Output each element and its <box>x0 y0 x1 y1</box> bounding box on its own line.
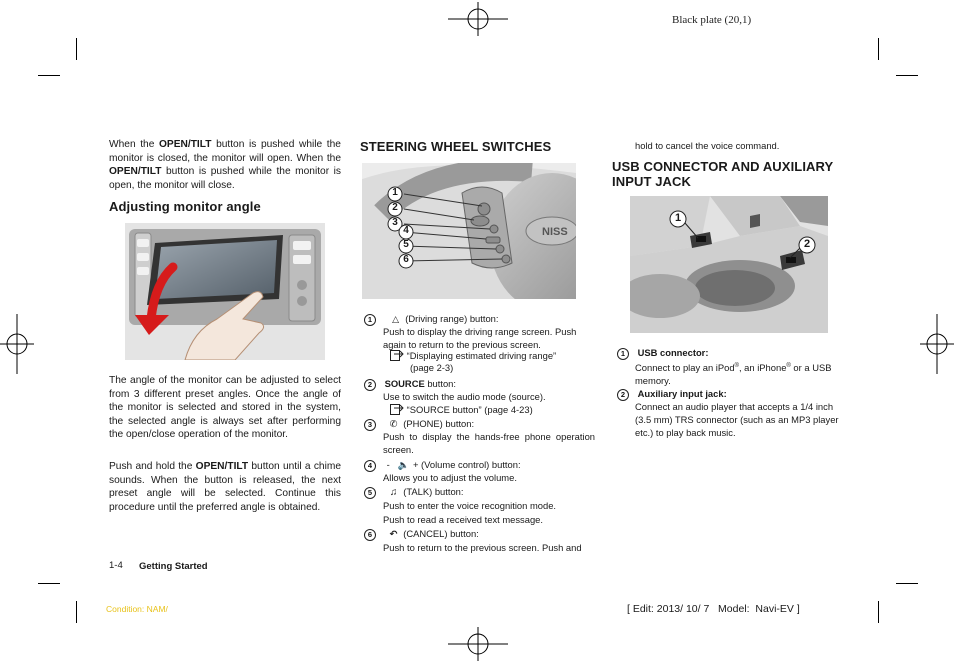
reference-icon <box>390 350 404 361</box>
page-number: 1-4 <box>109 560 123 571</box>
usb-item: 1 USB connector: <box>617 346 847 360</box>
switch-item-1: 1 △ (Driving range) button: <box>364 312 594 326</box>
registration-mark-bottom <box>446 627 510 661</box>
callout-5: 5 <box>403 239 409 250</box>
svg-text:NISS: NISS <box>542 226 568 238</box>
cancel-back-icon: ↶ <box>389 528 398 539</box>
switch-item-2-ref: “SOURCE button” (page 4-23) <box>390 403 533 416</box>
switch-item-6-desc: Push to return to the previous screen. Push and <box>383 542 582 553</box>
section-name: Getting Started <box>139 561 208 572</box>
switch-item-4-desc: Allows you to adjust the volume. <box>383 472 517 483</box>
phone-icon: ✆ <box>389 418 398 429</box>
registration-mark-left <box>0 312 34 376</box>
switch-item-1-ref: “Displaying estimated driving range” <box>390 349 590 362</box>
intro-paragraph: When the OPEN/TILT button is pushed while the monitor is closed, the monitor will open. When the OPEN/TILT button is pushed while the monitor is open, the monitor will close. <box>109 139 341 191</box>
section-heading-steering-switches: STEERING WHEEL SWITCHES <box>360 139 552 154</box>
callout-2: 2 <box>392 202 398 213</box>
callout-4: 4 <box>403 225 409 236</box>
switch-item-5: 5 ♫ (TALK) button: <box>364 485 594 499</box>
volume-icon: 🔈 <box>397 459 410 470</box>
edit-info: [ Edit: 2013/ 10/ 7 Model: Navi-EV ] <box>627 603 800 615</box>
plate-label: Black plate (20,1) <box>672 14 752 26</box>
switch-item-5-desc-2: Push to read a received text message. <box>383 514 543 525</box>
push-hold-paragraph: Push and hold the OPEN/TILT button until a chime sounds. When the button is released, the next preset angle will be selected. Continue this procedure until the preferred angle is obtained. <box>109 461 341 513</box>
monitor-angle-illustration <box>125 223 325 360</box>
section-heading-usb: USB CONNECTOR AND AUXILIARY INPUT JACK <box>612 159 834 189</box>
callout-usb-1: 1 <box>674 212 682 224</box>
usb-aux-illustration <box>630 196 828 333</box>
switch-item-2-desc: Use to switch the audio mode (source). <box>383 391 546 402</box>
callout-aux-2: 2 <box>803 238 811 250</box>
steering-wheel-illustration <box>362 163 576 299</box>
switch-item-1-ref-page: (page 2-3) <box>410 362 454 373</box>
item-number: 1 <box>364 314 376 326</box>
usb-item-desc: Connect to play an iPod®, an iPhone® or a USB memory. <box>635 362 832 387</box>
reference-icon <box>390 404 404 415</box>
talk-icon: ♫ <box>389 487 398 498</box>
switch-item-3: 3 ✆ (PHONE) button: <box>364 417 594 431</box>
aux-item-desc: Connect an audio player that accepts a 1/4 inch (3.5 mm) TRS connector (such as an MP3 player etc.) to play back music. <box>635 401 839 438</box>
callout-6: 6 <box>403 254 409 265</box>
callout-1: 1 <box>392 187 398 198</box>
switch-item-3-desc: Push to display the hands-free phone operation screen. <box>383 431 595 455</box>
switch-item-2: 2 SOURCE button: <box>364 377 594 391</box>
aux-item: 2 Auxiliary input jack: <box>617 387 847 401</box>
registration-mark-right <box>920 312 954 376</box>
condition-label: Condition: NAM/ <box>106 604 168 614</box>
switch-item-6: 6 ↶ (CANCEL) button: <box>364 527 594 541</box>
switch-item-4: 4 - 🔈 + (Volume control) button: <box>364 458 594 472</box>
callout-3: 3 <box>392 217 398 228</box>
registration-mark-top <box>446 2 510 36</box>
switch-item-1-desc: Push to display the driving range screen. Push again to return to the previous screen. <box>383 326 577 350</box>
monitor-angle-paragraph: The angle of the monitor can be adjusted to select from 3 different preset angles. Once the angle of the monitor is selected and stored in the system, the selected angle is always set after performing the open/close operation of the monitor. <box>109 375 341 441</box>
continued-text: hold to cancel the voice command. <box>635 140 780 151</box>
section-heading-monitor-angle: Adjusting monitor angle <box>109 199 261 214</box>
switch-item-5-desc-1: Push to enter the voice recognition mode. <box>383 500 557 511</box>
driving-range-icon: △ <box>392 314 400 324</box>
